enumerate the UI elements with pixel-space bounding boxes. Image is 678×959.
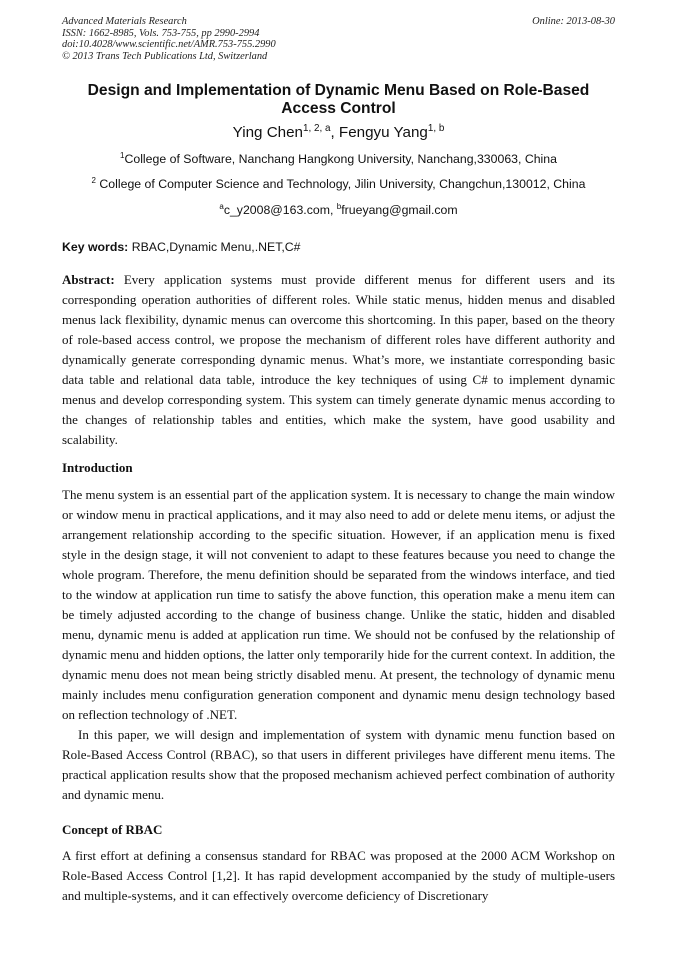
email-b-sup: b (336, 201, 342, 211)
email-a: c_y2008@163.com, (223, 203, 337, 217)
copyright-line: © 2013 Trans Tech Publications Ltd, Switzerland (62, 50, 268, 62)
affiliation-1-text: College of Software, Nanchang Hangkong University, Nanchang,330063, China (124, 152, 557, 166)
email-a-sup: a (219, 201, 224, 211)
keywords (62, 240, 615, 254)
paper-title: Design and Implementation of Dynamic Menu Based on Role-Based Access Control (87, 82, 590, 117)
abstract-label: Abstract: (62, 272, 115, 287)
author-1-sup: 1, 2, a (303, 122, 331, 134)
affiliation-1-sup: 1 (120, 150, 125, 160)
affiliation-1 (62, 152, 615, 166)
author-2-name: Fengyu Yang (338, 124, 428, 141)
affiliation-2 (62, 177, 615, 191)
author-2-sup: 1, b (427, 122, 445, 134)
introduction-heading: Introduction (62, 460, 133, 475)
journal-header (62, 16, 615, 62)
abstract-text: Every application systems must provide different menus for different users and its corresponding operation authorities of different roles. While static menus, hidden menus and disabled menus lack flexibility, dynamic menus can overcome this shortcoming. In this paper, based on the theory of role-based access control, we propose the mechanism of different roles have different authority and dynamically generate corresponding dynamic menus. What’s more, we instantiate corresponding basic data table and relational data table, introduce the key techniques of using C# to implement dynamic menus and develop corresponding system. This system can timely generate dynamic menus according to the changes of relationship tables and entities, which make the system, have good usability and scalability. (62, 272, 615, 447)
email-b: frueyang@gmail.com (341, 203, 458, 217)
abstract-paragraph (62, 270, 615, 450)
keywords-text: RBAC,Dynamic Menu,.NET,C# (128, 240, 301, 254)
doi-line: doi:10.4028/www.scientific.net/AMR.753-755.2990 (62, 39, 276, 51)
email-line (62, 203, 615, 217)
affiliation-2-sup: 2 (91, 175, 96, 185)
journal-name: Advanced Materials Research (62, 16, 187, 27)
author-separator: , (330, 124, 339, 141)
affiliation-2-text: College of Computer Science and Technology, Jilin University, Changchun,130012, China (96, 177, 586, 191)
author-1-name: Ying Chen (232, 124, 304, 141)
rbac-heading: Concept of RBAC (62, 822, 163, 837)
rbac-paragraph-1: A first effort at defining a consensus standard for RBAC was proposed at the 2000 ACM Workshop on Role-Based Access Control [1,2]. It has rapid development accompanied by the study of multiple-users and multiple-systems, and it can effectively overcome deficiency of Discretionary (62, 848, 615, 903)
online-date: Online: 2013-08-30 (532, 16, 615, 27)
author-line (62, 124, 615, 141)
issn-line: ISSN: 1662-8985, Vols. 753-755, pp 2990-2994 (62, 27, 260, 39)
keywords-label: Key words: (62, 240, 129, 254)
introduction-paragraph-1: The menu system is an essential part of the application system. It is necessary to change the main window or window menu in practical applications, and it may also need to add or delete menu items, or adjust the arrangement relationship according to the specific situation. However, if an application menu is fixed style in the design stage, it will not convenient to adapt to these features because you need to change the whole program. Therefore, the menu definition should be separated from the windows interface, and tied to the window at application run time to satisfy the above function, this operation make a menu item can be timely adjusted according to the change of business change. Unlike the static, hidden and disabled menu, dynamic menu is added at application run time. We should not be confused by the relationship of dynamic menu and hidden options, the latter only temporarily hide for the current context. In addition, the dynamic menu does not mean being strictly disabled menu. At present, the technology of dynamic menu mainly includes menu configuration generation component and dynamic menu design technology based on reflection technology of .NET. (62, 487, 615, 722)
introduction-paragraph-2: In this paper, we will design and implementation of system with dynamic menu function based on Role-Based Access Control (RBAC), so that users in different privileges have different menu items. The practical application results show that the proposed mechanism achieved perfect combination of authority and dynamic menu. (62, 727, 615, 802)
